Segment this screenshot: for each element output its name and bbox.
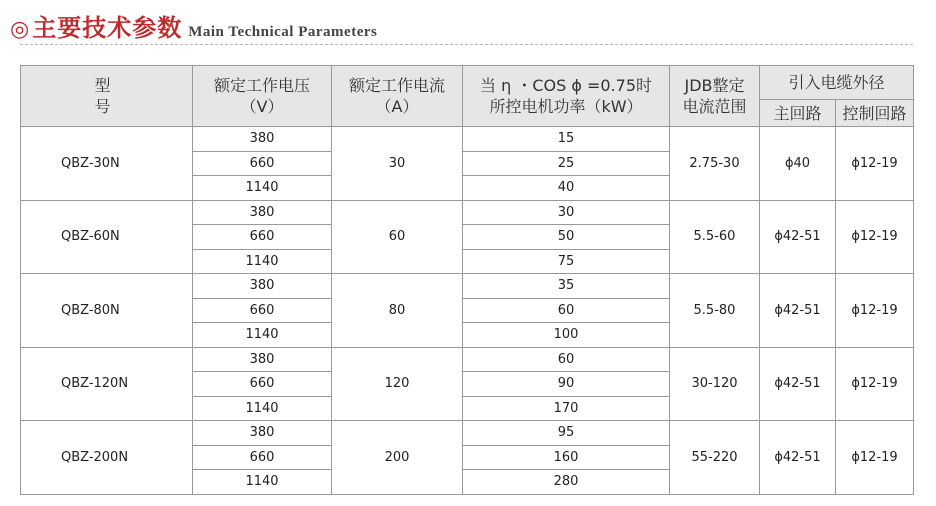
power-cell: 40: [463, 176, 670, 201]
power-cell: 60: [463, 347, 670, 372]
voltage-cell: 660: [193, 372, 332, 397]
power-cell: 75: [463, 249, 670, 274]
heading-title-cn: 主要技术参数: [32, 13, 183, 42]
power-cell: 170: [463, 396, 670, 421]
control-circuit-cell: ϕ12-19: [836, 200, 914, 274]
power-cell: 95: [463, 421, 670, 446]
voltage-cell: 1140: [193, 396, 332, 421]
parameters-table: [20, 65, 914, 495]
power-cell: 280: [463, 470, 670, 495]
header-control-circuit: 控制回路: [836, 100, 914, 127]
current-cell: 80: [332, 274, 463, 348]
header-main-circuit: 主回路: [760, 100, 836, 127]
voltage-cell: 1140: [193, 323, 332, 348]
model-cell: QBZ-30N: [21, 127, 193, 201]
main-circuit-cell: ϕ42-51: [760, 421, 836, 495]
header-current: [332, 66, 463, 127]
current-cell: 120: [332, 347, 463, 421]
jdb-cell: 30-120: [670, 347, 760, 421]
model-cell: QBZ-80N: [21, 274, 193, 348]
jdb-cell: 5.5-80: [670, 274, 760, 348]
power-cell: 60: [463, 298, 670, 323]
section-heading: [10, 8, 377, 42]
header-power-line2: 所控电机功率（kW）: [489, 97, 643, 116]
header-power: [463, 66, 670, 127]
power-cell: 35: [463, 274, 670, 299]
header-jdb-line1: JDB整定: [684, 76, 745, 95]
voltage-cell: 660: [193, 298, 332, 323]
main-circuit-cell: ϕ42-51: [760, 200, 836, 274]
current-cell: 30: [332, 127, 463, 201]
voltage-cell: 1140: [193, 470, 332, 495]
current-cell: 200: [332, 421, 463, 495]
main-circuit-cell: ϕ42-51: [760, 347, 836, 421]
model-cell: QBZ-200N: [21, 421, 193, 495]
table-row: [21, 421, 914, 446]
jdb-cell: 2.75-30: [670, 127, 760, 201]
voltage-cell: 660: [193, 445, 332, 470]
power-cell: 25: [463, 151, 670, 176]
control-circuit-cell: ϕ12-19: [836, 274, 914, 348]
header-cable: 引入电缆外径: [760, 66, 914, 100]
power-cell: 15: [463, 127, 670, 152]
header-jdb-line2: 电流范围: [682, 97, 747, 116]
control-circuit-cell: ϕ12-19: [836, 421, 914, 495]
jdb-cell: 55-220: [670, 421, 760, 495]
jdb-cell: 5.5-60: [670, 200, 760, 274]
main-circuit-cell: ϕ42-51: [760, 274, 836, 348]
voltage-cell: 660: [193, 151, 332, 176]
bullseye-icon: ◎: [10, 17, 30, 42]
table-row: [21, 200, 914, 225]
voltage-cell: 1140: [193, 176, 332, 201]
voltage-cell: 380: [193, 274, 332, 299]
table-row: [21, 274, 914, 299]
header-voltage-line1: 额定工作电压: [213, 76, 310, 95]
voltage-cell: 380: [193, 127, 332, 152]
power-cell: 90: [463, 372, 670, 397]
heading-divider: [20, 44, 913, 45]
table-row: [21, 127, 914, 152]
model-cell: QBZ-120N: [21, 347, 193, 421]
voltage-cell: 380: [193, 421, 332, 446]
voltage-cell: 660: [193, 225, 332, 250]
current-cell: 60: [332, 200, 463, 274]
control-circuit-cell: ϕ12-19: [836, 127, 914, 201]
voltage-cell: 380: [193, 347, 332, 372]
power-cell: 100: [463, 323, 670, 348]
table-row: [21, 347, 914, 372]
header-voltage: [193, 66, 332, 127]
header-model: 型 号: [21, 66, 193, 127]
control-circuit-cell: ϕ12-19: [836, 347, 914, 421]
power-cell: 30: [463, 200, 670, 225]
voltage-cell: 380: [193, 200, 332, 225]
voltage-cell: 1140: [193, 249, 332, 274]
main-circuit-cell: ϕ40: [760, 127, 836, 201]
header-jdb: [670, 66, 760, 127]
heading-title-en: Main Technical Parameters: [188, 24, 378, 40]
power-cell: 160: [463, 445, 670, 470]
header-current-line2: （A）: [375, 97, 419, 116]
header-current-line1: 额定工作电流: [348, 76, 445, 95]
model-cell: QBZ-60N: [21, 200, 193, 274]
power-cell: 50: [463, 225, 670, 250]
header-voltage-line2: （V）: [240, 97, 284, 116]
header-power-line1: 当 η ・COS ϕ =0.75时: [480, 76, 652, 95]
